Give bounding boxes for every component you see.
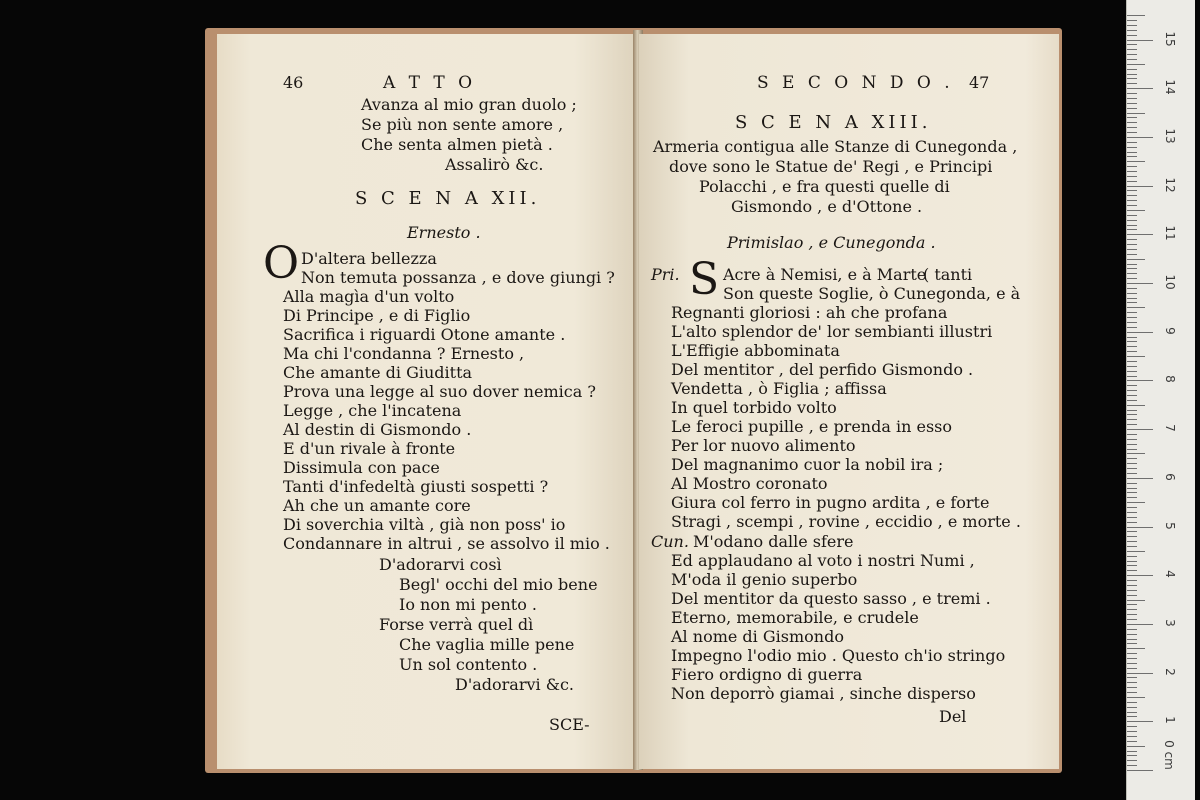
- speaker-label: Pri.: [651, 265, 680, 284]
- ruler-tick: [1127, 78, 1137, 79]
- ruler-tick: [1127, 249, 1137, 250]
- verse-line: Alla magìa d'un volto: [283, 287, 455, 306]
- characters: Primislao , e Cunegonda .: [727, 233, 936, 252]
- ruler-tick: [1127, 570, 1137, 571]
- verse-line: Dissimula con pace: [283, 458, 440, 477]
- ruler-tick: [1127, 181, 1137, 182]
- ruler-tick: [1127, 677, 1137, 678]
- ruler-tick: [1127, 205, 1137, 206]
- ruler-tick: [1127, 439, 1137, 440]
- ruler-tick: [1127, 64, 1145, 65]
- ruler-number: 6: [1163, 472, 1177, 481]
- page-number: 46: [283, 73, 304, 92]
- ruler-tick: [1127, 731, 1137, 732]
- ruler-number: 13: [1163, 128, 1177, 144]
- ruler-tick: [1127, 152, 1137, 153]
- ruler-tick: [1127, 351, 1137, 352]
- ruler-tick: [1127, 682, 1137, 683]
- open-book: [205, 20, 1065, 775]
- ruler-number: 8: [1163, 375, 1177, 384]
- setting-line: dove sono le Statue de' Regi , e Principi: [669, 157, 993, 176]
- running-head: S E C O N D O .: [757, 73, 954, 93]
- ruler-tick: [1127, 488, 1137, 489]
- ruler-tick: [1127, 721, 1153, 722]
- verse-line: D'adorarvi &c.: [455, 675, 575, 694]
- verse-line: Forse verrà quel dì: [379, 615, 534, 634]
- verse-line: Che vaglia mille pene: [399, 635, 575, 654]
- ruler-tick: [1127, 371, 1137, 372]
- ruler-tick: [1127, 390, 1137, 391]
- ruler-tick: [1127, 200, 1137, 201]
- verse-line: Di Principe , e di Figlio: [283, 306, 471, 325]
- ruler-tick: [1127, 83, 1137, 84]
- measurement-ruler: [1126, 0, 1195, 800]
- ruler-tick: [1127, 614, 1137, 615]
- ruler-tick: [1127, 687, 1137, 688]
- verse-line: Non deporrò giamai , sinche disperso: [671, 684, 976, 703]
- ruler-tick: [1127, 44, 1137, 45]
- running-head: A T T O: [383, 73, 477, 93]
- ruler-tick: [1127, 746, 1145, 747]
- verse-line-tail: ( tanti: [923, 265, 973, 284]
- ruler-tick: [1127, 361, 1137, 362]
- character-name: Ernesto .: [407, 223, 481, 242]
- ruler-tick: [1127, 522, 1137, 523]
- ruler-tick: [1127, 49, 1137, 50]
- ruler-tick: [1127, 604, 1137, 605]
- speaker-label: Cun.: [651, 532, 689, 551]
- ruler-tick: [1127, 166, 1137, 167]
- ruler-number: 12: [1163, 176, 1177, 193]
- ruler-tick: [1127, 736, 1137, 737]
- verse-line: L'alto splendor de' lor sembianti illustri: [671, 322, 993, 341]
- verse-line: Son queste Soglie, ò Cunegonda, e à: [723, 284, 1021, 303]
- ruler-tick: [1127, 88, 1153, 89]
- ruler-tick: [1127, 307, 1145, 308]
- ruler-tick: [1127, 98, 1137, 99]
- ruler-number: 5: [1163, 521, 1177, 530]
- ruler-tick: [1127, 20, 1137, 21]
- verse-line: Regnanti gloriosi : ah che profana: [671, 303, 948, 322]
- ruler-tick: [1127, 273, 1137, 274]
- ruler-tick: [1127, 444, 1137, 445]
- verse-line: Io non mi pento .: [399, 595, 537, 614]
- verse-line: Ah che un amante core: [283, 496, 471, 515]
- ruler-tick: [1127, 137, 1153, 138]
- page-number: 47: [969, 73, 990, 92]
- ruler-tick: [1127, 478, 1153, 479]
- ruler-tick: [1127, 108, 1137, 109]
- drop-cap: S: [689, 254, 720, 305]
- ruler-tick: [1127, 132, 1137, 133]
- verse-line: Legge , che l'incatena: [283, 401, 462, 420]
- ruler-tick: [1127, 395, 1137, 396]
- ruler-tick: [1127, 400, 1137, 401]
- ruler-tick: [1127, 366, 1137, 367]
- ruler-tick: [1127, 376, 1137, 377]
- verse-line: Per lor nuovo alimento: [671, 436, 856, 455]
- ruler-tick: [1127, 332, 1153, 333]
- ruler-tick: [1127, 643, 1137, 644]
- ruler-tick: [1127, 293, 1137, 294]
- setting-line: Armeria contigua alle Stanze di Cunegonda ,: [653, 137, 1018, 156]
- ruler-tick: [1127, 244, 1137, 245]
- ruler-tick: [1127, 171, 1137, 172]
- ruler-tick: [1127, 755, 1137, 756]
- ruler-tick: [1127, 424, 1137, 425]
- ruler-tick: [1127, 575, 1153, 576]
- right-page: [639, 34, 1059, 769]
- ruler-tick: [1127, 40, 1153, 41]
- ruler-tick: [1127, 531, 1137, 532]
- ruler-tick: [1127, 634, 1137, 635]
- ruler-tick: [1127, 410, 1137, 411]
- ruler-tick: [1127, 585, 1137, 586]
- ruler-tick: [1127, 312, 1137, 313]
- verse-line: Che senta almen pietà .: [361, 135, 553, 154]
- verse-line: Assalirò &c.: [445, 155, 544, 174]
- verse-line: E d'un rivale à fronte: [283, 439, 456, 458]
- verse-line: Stragi , scempi , rovine , eccidio , e morte .: [671, 512, 1021, 531]
- ruler-tick: [1127, 414, 1137, 415]
- ruler-tick: [1127, 147, 1137, 148]
- ruler-tick: [1127, 254, 1137, 255]
- verse-line: Al Mostro coronato: [671, 474, 828, 493]
- ruler-tick: [1127, 673, 1153, 674]
- ruler-tick: [1127, 117, 1137, 118]
- ruler-tick: [1127, 54, 1137, 55]
- ruler-tick: [1127, 629, 1137, 630]
- left-page: [217, 34, 637, 769]
- verse-line: Avanza al mio gran duolo ;: [361, 95, 577, 114]
- scene-title: S C E N A XII.: [355, 188, 541, 209]
- ruler-tick: [1127, 93, 1137, 94]
- scene-title: S C E N A XIII.: [735, 112, 932, 133]
- ruler-tick: [1127, 434, 1137, 435]
- ruler-tick: [1127, 161, 1145, 162]
- ruler-tick: [1127, 127, 1137, 128]
- ruler-tick: [1127, 751, 1137, 752]
- verse-line: Ed applaudano al voto i nostri Numi ,: [671, 551, 975, 570]
- setting-line: Gismondo , e d'Ottone .: [731, 197, 923, 216]
- ruler-tick: [1127, 302, 1137, 303]
- ruler-tick: [1127, 741, 1137, 742]
- verse-line: Del mentitor , del perfido Gismondo .: [671, 360, 974, 379]
- ruler-tick: [1127, 234, 1153, 235]
- ruler-tick: [1127, 268, 1137, 269]
- ruler-tick: [1127, 449, 1137, 450]
- ruler-tick: [1127, 663, 1137, 664]
- ruler-tick: [1127, 327, 1137, 328]
- ruler-tick: [1127, 726, 1137, 727]
- ruler-tick: [1127, 502, 1145, 503]
- ruler-tick: [1127, 453, 1145, 454]
- verse-line: Le feroci pupille , e prenda in esso: [671, 417, 952, 436]
- ruler-number: 10: [1163, 274, 1177, 290]
- verse-line: D'altera bellezza: [301, 249, 437, 268]
- ruler-tick: [1127, 341, 1137, 342]
- ruler-tick: [1127, 541, 1137, 542]
- ruler-tick: [1127, 565, 1137, 566]
- ruler-tick: [1127, 624, 1153, 625]
- ruler-tick: [1127, 142, 1137, 143]
- verse-line: Acre à Nemisi, e à Marte: [723, 265, 927, 284]
- ruler-tick: [1127, 405, 1145, 406]
- ruler-tick: [1127, 186, 1153, 187]
- ruler-tick: [1127, 74, 1137, 75]
- verse-line: M'odano dalle sfere: [693, 532, 854, 551]
- ruler-number: 2: [1163, 667, 1177, 676]
- verse-line: Begl' occhi del mio bene: [399, 575, 598, 594]
- ruler-tick: [1127, 113, 1145, 114]
- ruler-tick: [1127, 507, 1137, 508]
- verse-line: Al nome di Gismondo: [671, 627, 844, 646]
- ruler-tick: [1127, 59, 1137, 60]
- ruler-tick: [1127, 25, 1137, 26]
- ruler-tick: [1127, 239, 1137, 240]
- ruler-tick: [1127, 288, 1137, 289]
- ruler-tick: [1127, 697, 1145, 698]
- verse-line: Non temuta possanza , e dove giungi ?: [301, 268, 615, 287]
- ruler-tick: [1127, 103, 1137, 104]
- verse-line: Ma chi l'condanna ? Ernesto ,: [283, 344, 525, 363]
- ruler-tick: [1127, 712, 1137, 713]
- ruler-tick: [1127, 551, 1145, 552]
- ruler-tick: [1127, 639, 1137, 640]
- verse-line: Del mentitor da questo sasso , e tremi .: [671, 589, 991, 608]
- verse-line: Fiero ordigno di guerra: [671, 665, 863, 684]
- ruler-tick: [1127, 658, 1137, 659]
- verse-line: Del magnanimo cuor la nobil ira ;: [671, 455, 944, 474]
- ruler-tick: [1127, 210, 1145, 211]
- ruler-tick: [1127, 546, 1137, 547]
- ruler-tick: [1127, 463, 1137, 464]
- verse-line: Eterno, memorabile, e crudele: [671, 608, 919, 627]
- drop-cap: O: [263, 238, 300, 289]
- ruler-tick: [1127, 35, 1137, 36]
- ruler-tick: [1127, 770, 1153, 771]
- ruler-tick: [1127, 653, 1137, 654]
- verse-line: Prova una legge al suo dover nemica ?: [283, 382, 596, 401]
- ruler-tick: [1127, 590, 1137, 591]
- ruler-tick: [1127, 692, 1137, 693]
- ruler-tick: [1127, 527, 1153, 528]
- verse-line: Al destin di Gismondo .: [283, 420, 472, 439]
- ruler-tick: [1127, 122, 1137, 123]
- verse-line: Un sol contento .: [399, 655, 538, 674]
- ruler-tick: [1127, 69, 1137, 70]
- verse-line: Vendetta , ò Figlia ; affissa: [671, 379, 887, 398]
- verse-line: Di soverchia viltà , già non poss' io: [283, 515, 566, 534]
- verse-line: Condannare in altrui , se assolvo il mio .: [283, 534, 610, 553]
- catchword: Del: [939, 707, 967, 726]
- ruler-tick: [1127, 648, 1145, 649]
- ruler-number: 1: [1163, 716, 1177, 725]
- ruler-tick: [1127, 492, 1137, 493]
- verse-line: Tanti d'infedeltà giusti sospetti ?: [283, 477, 549, 496]
- ruler-tick: [1127, 15, 1145, 16]
- ruler-tick: [1127, 600, 1145, 601]
- ruler-tick: [1127, 215, 1137, 216]
- ruler-tick: [1127, 668, 1137, 669]
- ruler-tick: [1127, 220, 1137, 221]
- ruler-tick: [1127, 322, 1137, 323]
- verse-line: Impegno l'odio mio . Questo ch'io stringo: [671, 646, 1006, 665]
- ruler-tick: [1127, 283, 1153, 284]
- setting-line: Polacchi , e fra questi quelle di: [699, 177, 950, 196]
- ruler-tick: [1127, 385, 1137, 386]
- ruler-tick: [1127, 346, 1137, 347]
- ruler-number: 15: [1163, 30, 1177, 47]
- ruler-tick: [1127, 702, 1137, 703]
- ruler-tick: [1127, 580, 1137, 581]
- ruler-number: 3: [1163, 619, 1177, 627]
- ruler-tick: [1127, 264, 1137, 265]
- ruler-tick: [1127, 278, 1137, 279]
- verse-line: In quel torbido volto: [671, 398, 837, 417]
- verse-line: Giura col ferro in pugno ardita , e forte: [671, 493, 990, 512]
- ruler-number: 0 cm: [1162, 740, 1176, 770]
- ruler-tick: [1127, 619, 1137, 620]
- ruler-tick: [1127, 760, 1137, 761]
- ruler-tick: [1127, 176, 1137, 177]
- ruler-number: 14: [1163, 79, 1177, 95]
- ruler-tick: [1127, 707, 1137, 708]
- ruler-tick: [1127, 536, 1137, 537]
- ruler-tick: [1127, 473, 1137, 474]
- verse-line: L'Effigie abbominata: [671, 341, 840, 360]
- ruler-tick: [1127, 765, 1137, 766]
- ruler-tick: [1127, 595, 1137, 596]
- ruler-tick: [1127, 229, 1137, 230]
- ruler-number: 7: [1163, 424, 1177, 432]
- ruler-tick: [1127, 156, 1137, 157]
- ruler-tick: [1127, 556, 1137, 557]
- ruler-tick: [1127, 458, 1137, 459]
- ruler-tick: [1127, 195, 1137, 196]
- ruler-tick: [1127, 30, 1137, 31]
- ruler-tick: [1127, 419, 1137, 420]
- verse-line: D'adorarvi così: [379, 555, 502, 574]
- verse-line: M'oda il genio superbo: [671, 570, 858, 589]
- ruler-tick: [1127, 317, 1137, 318]
- ruler-tick: [1127, 497, 1137, 498]
- verse-line: Che amante di Giuditta: [283, 363, 473, 382]
- ruler-number: 9: [1163, 326, 1177, 335]
- ruler-tick: [1127, 298, 1137, 299]
- ruler-tick: [1127, 190, 1137, 191]
- ruler-tick: [1127, 356, 1145, 357]
- ruler-tick: [1127, 517, 1137, 518]
- verse-line: Se più non sente amore ,: [361, 115, 564, 134]
- verse-line: Sacrifica i riguardi Otone amante .: [283, 325, 566, 344]
- ruler-tick: [1127, 483, 1137, 484]
- ruler-tick: [1127, 468, 1137, 469]
- ruler-tick: [1127, 380, 1153, 381]
- catchword: SCE-: [549, 715, 590, 734]
- ruler-tick: [1127, 225, 1137, 226]
- ruler-tick: [1127, 716, 1137, 717]
- ruler-tick: [1127, 609, 1137, 610]
- ruler-tick: [1127, 259, 1145, 260]
- ruler-tick: [1127, 337, 1137, 338]
- ruler-tick: [1127, 561, 1137, 562]
- ruler-tick: [1127, 512, 1137, 513]
- ruler-number: 4: [1163, 570, 1177, 578]
- ruler-tick: [1127, 429, 1153, 430]
- ruler-number: 11: [1163, 225, 1177, 241]
